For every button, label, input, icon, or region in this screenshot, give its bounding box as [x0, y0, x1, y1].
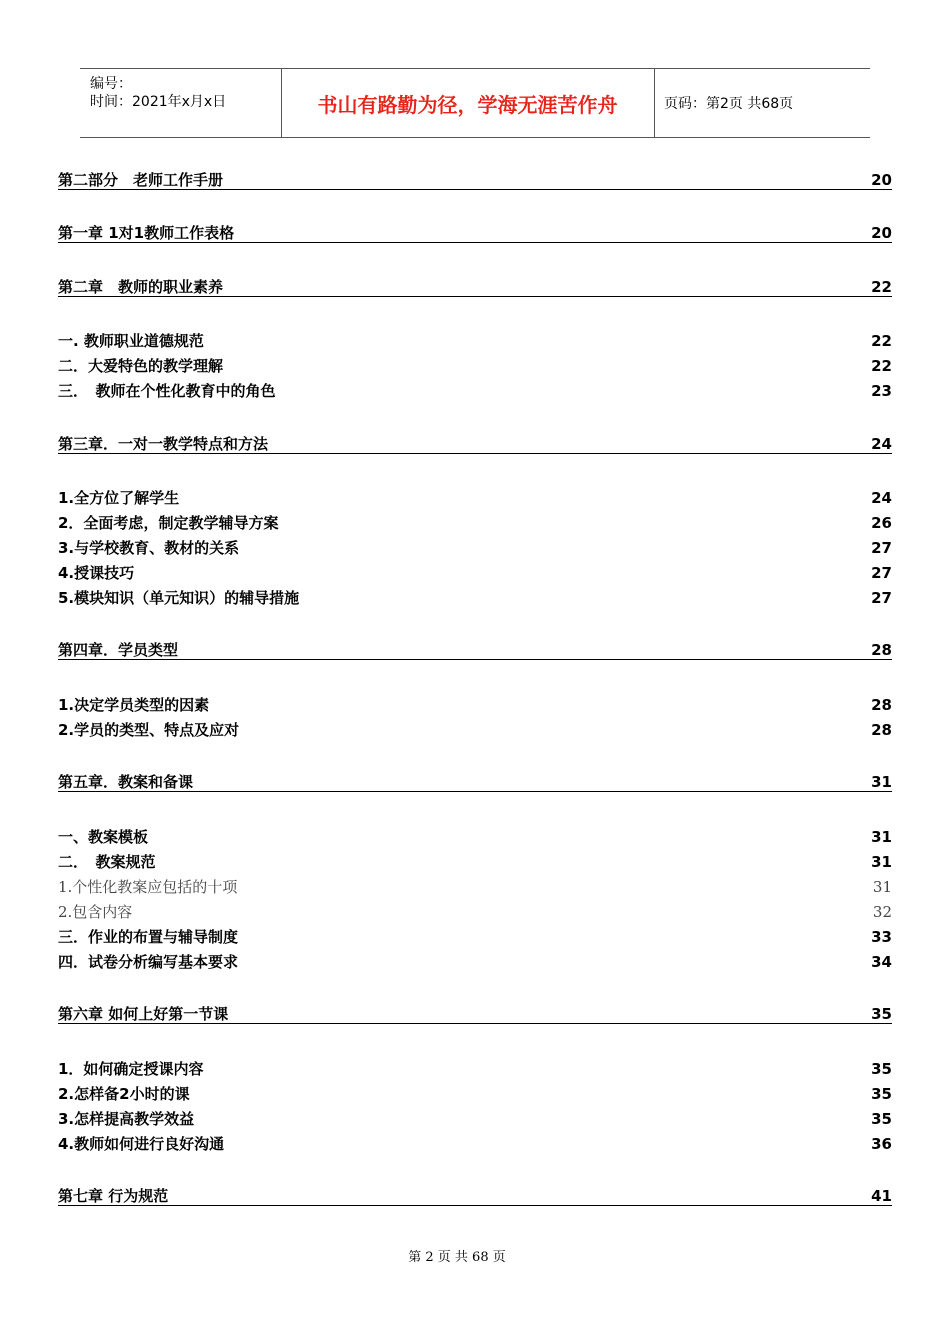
- toc-title: 二．大爱特色的教学理解: [58, 357, 224, 375]
- toc-page: 26: [871, 514, 892, 532]
- toc-entry[interactable]: [58, 277, 892, 297]
- toc-page: 32: [872, 903, 892, 921]
- toc-title: 1.全方位了解学生: [58, 489, 180, 507]
- toc-page: 31: [871, 853, 892, 871]
- toc-page: 24: [871, 435, 892, 453]
- toc-entry[interactable]: [58, 901, 892, 923]
- toc-page: 22: [871, 278, 892, 296]
- toc-entry[interactable]: [58, 1108, 892, 1130]
- toc-title: 一、教案模板: [58, 828, 149, 846]
- toc-title: 2.学员的类型、特点及应对: [58, 721, 240, 739]
- toc-entry[interactable]: [58, 640, 892, 660]
- toc-page: 33: [871, 928, 892, 946]
- toc-page: 27: [871, 589, 892, 607]
- footer-page-number: 第 2 页 共 68 页: [408, 1250, 506, 1265]
- header-left-cell: [80, 69, 280, 137]
- toc-entry[interactable]: [58, 926, 892, 948]
- toc-page: 20: [871, 224, 892, 242]
- toc-entry[interactable]: [58, 826, 892, 848]
- toc-page: 35: [871, 1005, 892, 1023]
- toc-title: 四．试卷分析编写基本要求: [58, 953, 239, 971]
- toc-title: 第七章 行为规范: [58, 1187, 169, 1205]
- number-label: 编号：: [90, 76, 132, 92]
- toc-entry[interactable]: [58, 876, 892, 898]
- page-info: 页码：第2页 共68页: [664, 96, 794, 112]
- page-footer: [0, 1246, 950, 1265]
- toc-title: 第四章．学员类型: [58, 641, 179, 659]
- toc-title: 2.包含内容: [58, 903, 133, 921]
- toc-title: 一. 教师职业道德规范: [58, 332, 204, 350]
- toc-entry[interactable]: [58, 355, 892, 377]
- toc-title: 第三章．一对一教学特点和方法: [58, 435, 269, 453]
- toc-entry[interactable]: [58, 587, 892, 609]
- toc-title: 第二章 教师的职业素养: [58, 278, 224, 296]
- toc-entry[interactable]: [58, 512, 892, 534]
- toc-title: 第六章 如何上好第一节课: [58, 1005, 229, 1023]
- toc-title: 第一章 1对1教师工作表格: [58, 224, 235, 242]
- toc-entry[interactable]: [58, 1004, 892, 1024]
- toc-page: 31: [871, 828, 892, 846]
- toc-page: 34: [871, 953, 892, 971]
- toc-title: 二． 教案规范: [58, 853, 156, 871]
- date-line: 时间：2021年x月x日: [90, 94, 227, 110]
- toc-title: 三． 教师在个性化教育中的角色: [58, 382, 276, 400]
- toc-title: 2．全面考虑，制定教学辅导方案: [58, 514, 279, 532]
- toc-title: 第二部分 老师工作手册: [58, 171, 224, 189]
- toc-entry[interactable]: [58, 1133, 892, 1155]
- toc-page: 27: [871, 564, 892, 582]
- header-divider: [654, 69, 655, 137]
- toc-title: 2.怎样备2小时的课: [58, 1085, 190, 1103]
- toc-title: 3.与学校教育、教材的关系: [58, 539, 240, 557]
- toc-page: 28: [871, 696, 892, 714]
- toc-entry[interactable]: [58, 223, 892, 243]
- header-center-cell: [282, 69, 653, 137]
- toc-page: 31: [872, 878, 892, 896]
- toc-entry[interactable]: [58, 434, 892, 454]
- toc-page: 35: [871, 1085, 892, 1103]
- toc-title: 1．如何确定授课内容: [58, 1060, 204, 1078]
- toc-entry[interactable]: [58, 1083, 892, 1105]
- toc-entry[interactable]: [58, 170, 892, 190]
- toc-entry[interactable]: [58, 330, 892, 352]
- toc-title: 1.决定学员类型的因素: [58, 696, 210, 714]
- toc-page: 35: [871, 1110, 892, 1128]
- toc-page: 22: [871, 357, 892, 375]
- toc-page: 28: [871, 721, 892, 739]
- toc-entry[interactable]: [58, 719, 892, 741]
- toc-entry[interactable]: [58, 851, 892, 873]
- toc-title: 4.教师如何进行良好沟通: [58, 1135, 225, 1153]
- toc-page: 27: [871, 539, 892, 557]
- toc-page: 22: [871, 332, 892, 350]
- toc-page: 36: [871, 1135, 892, 1153]
- toc-entry[interactable]: [58, 380, 892, 402]
- toc-title: 三．作业的布置与辅导制度: [58, 928, 239, 946]
- toc-title: 1.个性化教案应包括的十项: [58, 878, 238, 896]
- header-table: [80, 68, 870, 138]
- toc-page: 35: [871, 1060, 892, 1078]
- toc-entry[interactable]: [58, 1186, 892, 1206]
- toc-entry[interactable]: [58, 562, 892, 584]
- toc-entry[interactable]: [58, 537, 892, 559]
- toc-page: 20: [871, 171, 892, 189]
- toc-title: 4.授课技巧: [58, 564, 135, 582]
- toc-page: 24: [871, 489, 892, 507]
- motto: 书山有路勤为径，学海无涯苦作舟: [317, 92, 618, 117]
- toc-page: 31: [871, 773, 892, 791]
- toc-entry[interactable]: [58, 951, 892, 973]
- toc-entry[interactable]: [58, 694, 892, 716]
- toc-title: 第五章．教案和备课: [58, 773, 194, 791]
- toc-title: 5.模块知识（单元知识）的辅导措施: [58, 589, 300, 607]
- toc-entry[interactable]: [58, 772, 892, 792]
- toc-title: 3.怎样提高教学效益: [58, 1110, 195, 1128]
- toc-entry[interactable]: [58, 487, 892, 509]
- toc-page: 23: [871, 382, 892, 400]
- toc-entry[interactable]: [58, 1058, 892, 1080]
- toc-page: 28: [871, 641, 892, 659]
- toc-page: 41: [871, 1187, 892, 1205]
